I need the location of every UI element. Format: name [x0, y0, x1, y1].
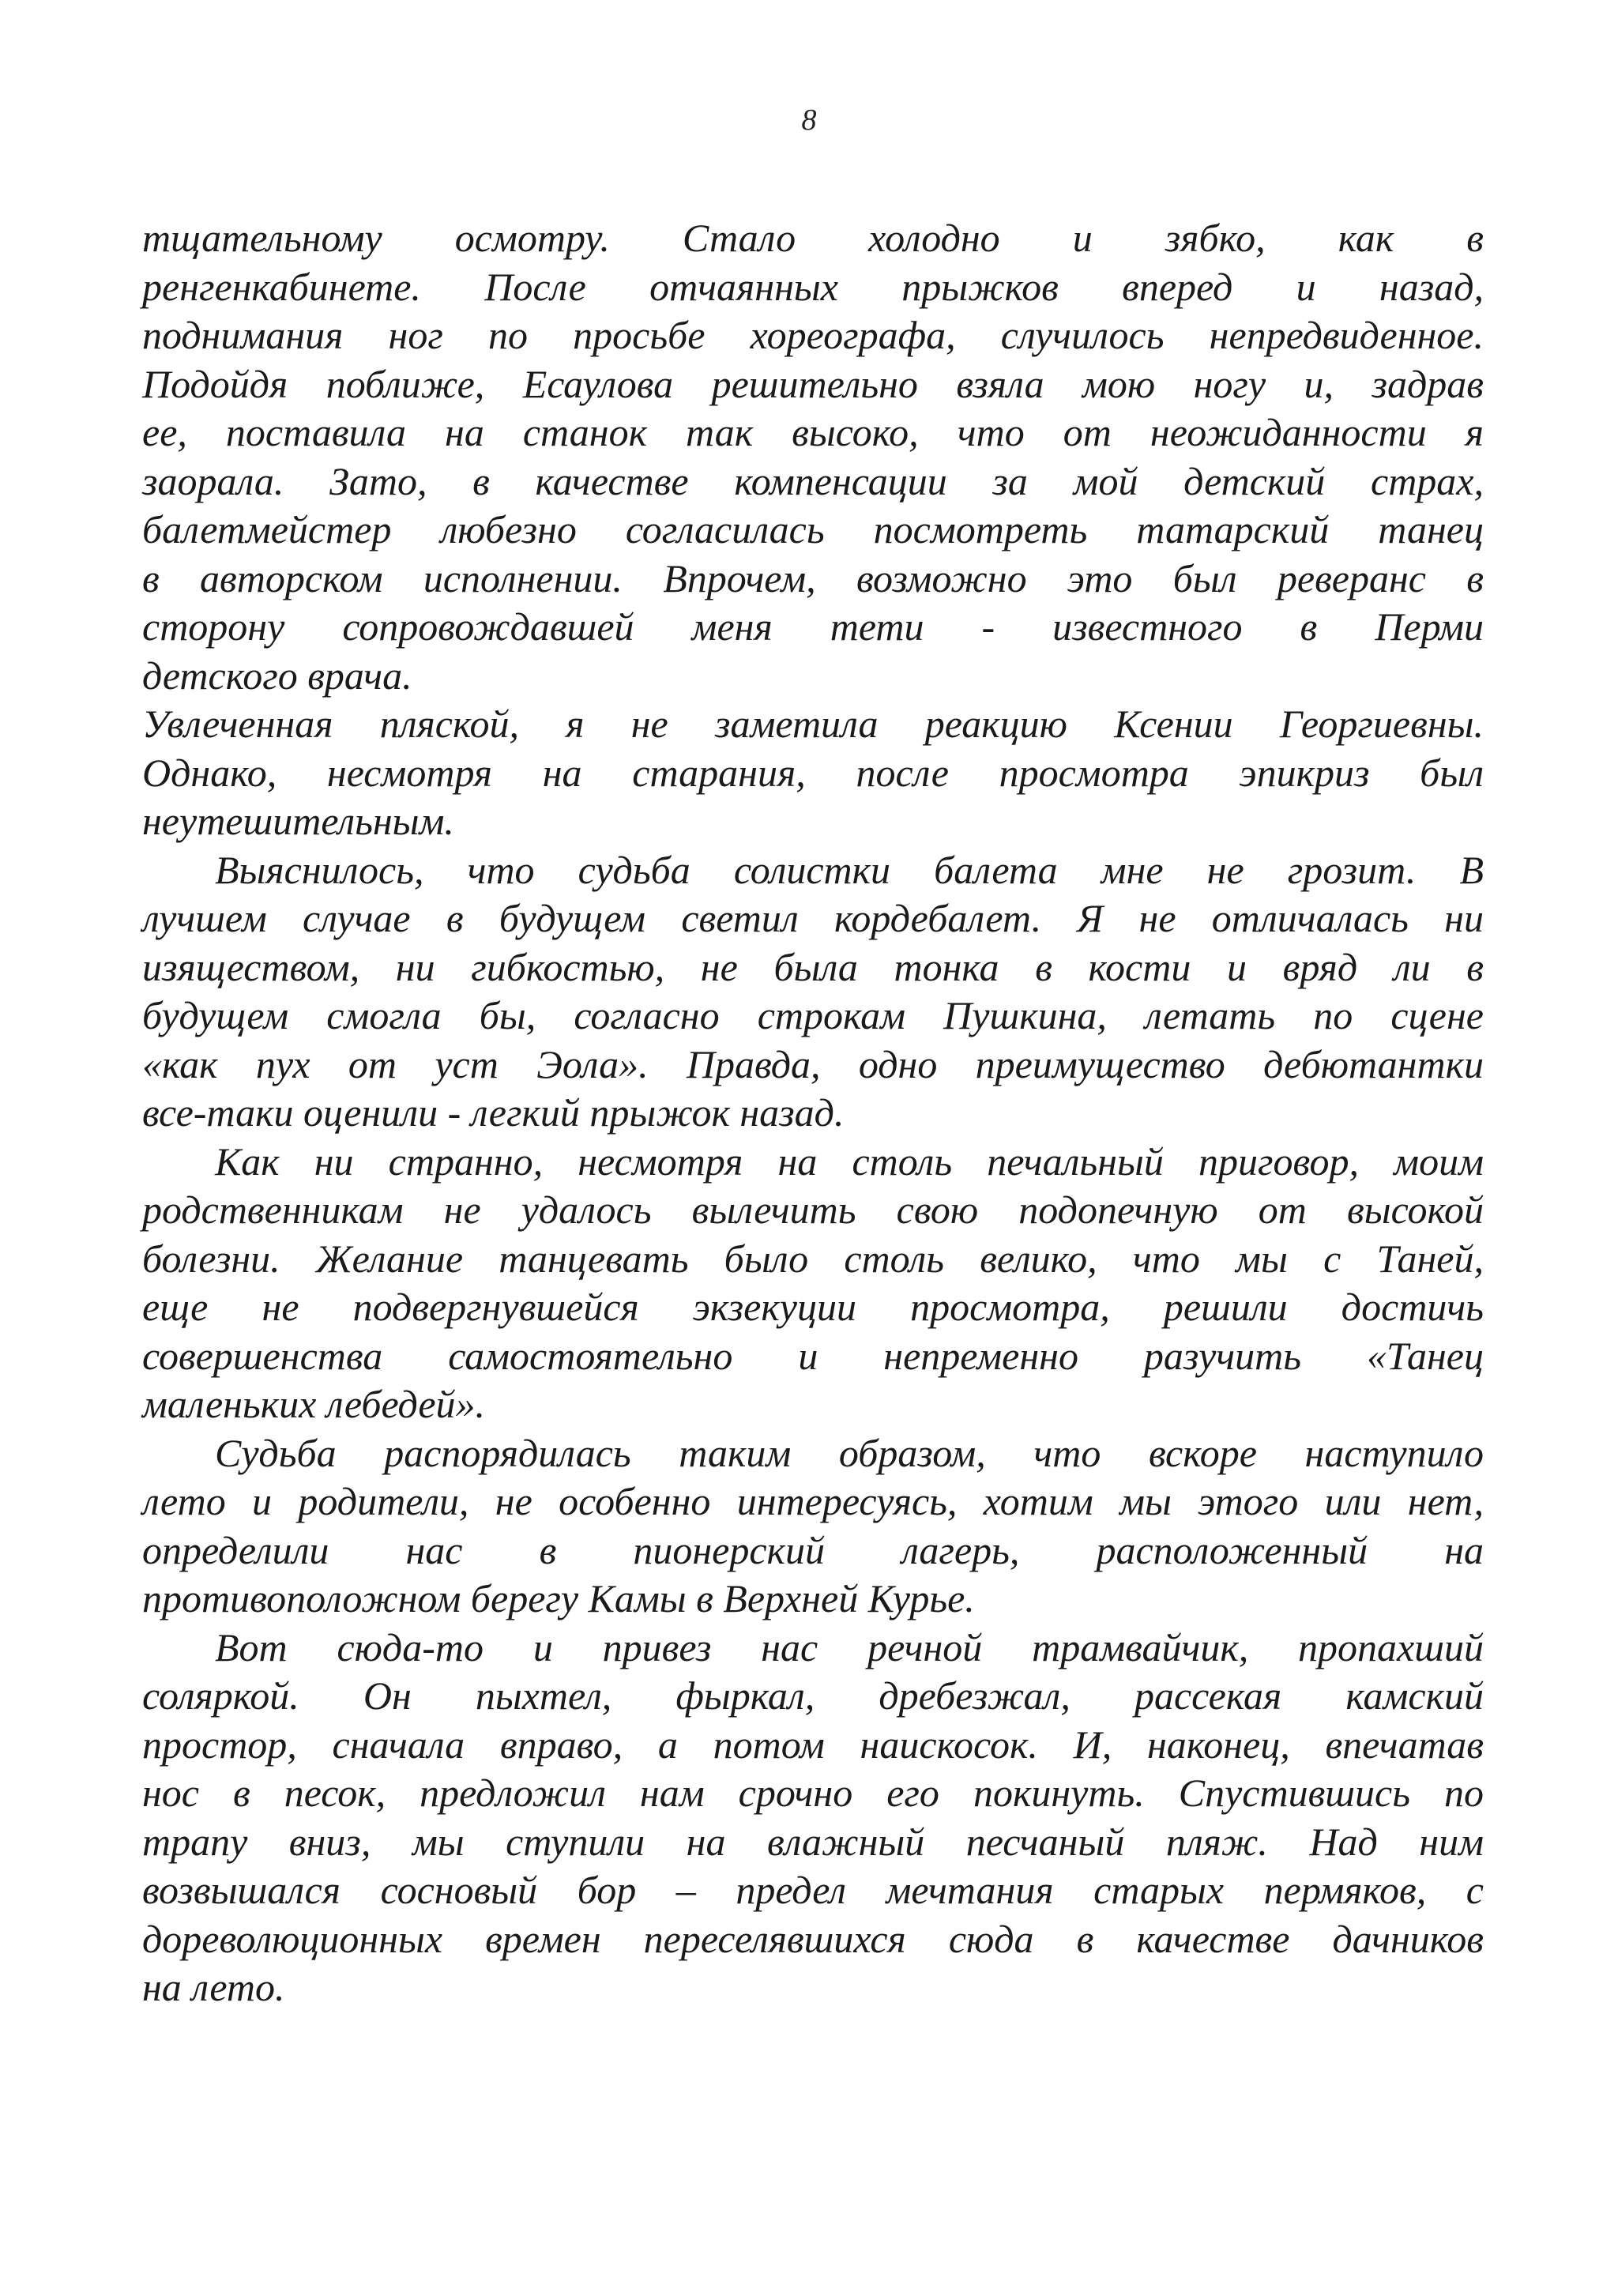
- text-line: еще не подвергнувшейся экзекуции просмотра, решили достичь: [142, 1285, 1484, 1329]
- text-line: детского врача.: [142, 653, 412, 698]
- text-line: тщательному осмотру. Стало холодно и зябко, как в: [142, 216, 1484, 260]
- text-line: маленьких лебедей».: [142, 1382, 486, 1426]
- text-line: поднимания ног по просьбе хореографа, случилось непредвиденное.: [142, 313, 1484, 357]
- text-line: все-таки оценили - легкий прыжок назад.: [142, 1090, 845, 1135]
- text-line: трапу вниз, мы ступили на влажный песчаный пляж. Над ним: [142, 1819, 1484, 1864]
- text-line: «как пух от уст Эола». Правда, одно преимущество дебютантки: [142, 1041, 1484, 1086]
- text-line: определили нас в пионерский лагерь, расположенный на: [142, 1527, 1484, 1572]
- text-line: Однако, несмотря на старания, после просмотра эпикриз был: [142, 750, 1484, 795]
- text-line: в авторском исполнении. Впрочем, возможно это был реверанс в: [142, 555, 1484, 600]
- text-line: Судьба распорядилась таким образом, что вскоре наступило: [215, 1430, 1484, 1475]
- page-number: 8: [801, 104, 817, 137]
- text-line: на лето.: [142, 1965, 285, 2009]
- body-text: [142, 214, 1484, 2012]
- text-line: изяществом, ни гибкостью, не была тонка в кости и вряд ли в: [142, 944, 1484, 989]
- text-line: совершенства самостоятельно и непременно разучить «Танец: [142, 1333, 1484, 1378]
- text-line: возвышался сосновый бор – предел мечтания старых пермяков, с: [142, 1868, 1484, 1912]
- text-line: противоположном берегу Камы в Верхней Курье.: [142, 1576, 975, 1620]
- text-line: соляркой. Он пыхтел, фыркал, дребезжал, рассекая камский: [142, 1673, 1484, 1718]
- text-line: болезни. Желание танцевать было столь велико, что мы с Таней,: [142, 1236, 1484, 1281]
- text-line: ее, поставила на станок так высоко, что от неожиданности я: [142, 410, 1484, 454]
- text-line: балетмейстер любезно согласилась посмотреть татарский танец: [142, 507, 1484, 551]
- text-line: родственникам не удалось вылечить свою подопечную от высокой: [142, 1188, 1484, 1232]
- text-line: Вот сюда-то и привез нас речной трамвайчик, пропахший: [215, 1624, 1484, 1669]
- text-line: дореволюционных времен переселявшихся сюда в качестве дачников: [142, 1916, 1484, 1961]
- text-line: заорала. Зато, в качестве компенсации за мой детский страх,: [142, 458, 1484, 503]
- text-line: Подойдя поближе, Есаулова решительно взяла мою ногу и, задрав: [142, 361, 1484, 406]
- text-line: неутешительным.: [142, 799, 454, 843]
- text-line: лучшем случае в будущем светил кордебалет. Я не отличалась ни: [142, 896, 1484, 940]
- text-line: Увлеченная пляской, я не заметила реакцию Ксении Георгиевны.: [142, 702, 1484, 746]
- text-line: простор, сначала вправо, а потом наискосок. И, наконец, впечатав: [142, 1722, 1484, 1767]
- text-line: Как ни странно, несмотря на столь печальный приговор, моим: [215, 1139, 1484, 1184]
- text-line: лето и родители, не особенно интересуясь, хотим мы этого или нет,: [142, 1479, 1484, 1523]
- text-line: нос в песок, предложил нам срочно его покинуть. Спустившись по: [142, 1771, 1484, 1815]
- text-line: Выяснилось, что судьба солистки балета мне не грозит. В: [215, 847, 1484, 892]
- text-line: сторону сопровождавшей меня тети - известного в Перми: [142, 604, 1484, 649]
- text-line: ренгенкабинете. После отчаянных прыжков вперед и назад,: [142, 264, 1484, 309]
- text-line: будущем смогла бы, согласно строкам Пушкина, летать по сцене: [142, 993, 1484, 1037]
